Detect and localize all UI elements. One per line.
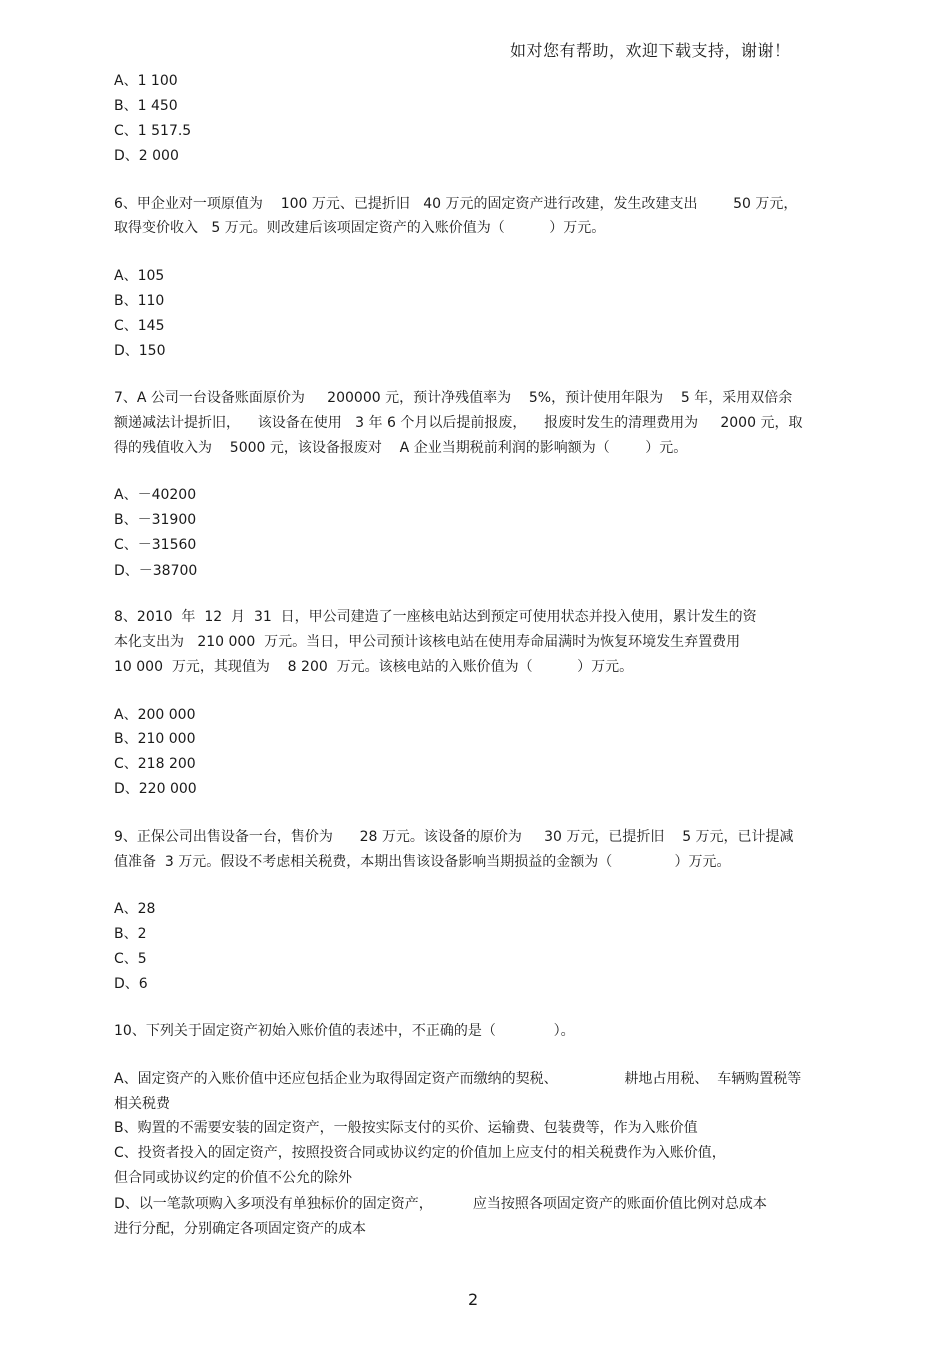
q7-stem-line: 额递减法计提折旧， 该设备在使用 3 年 6 个月以后提前报废， 报废时发生的清理费用为 2000 元，取 xyxy=(114,415,803,431)
page-number: 2 xyxy=(468,1290,479,1309)
q8-option-d: D、220 000 xyxy=(114,781,197,797)
q6-option-c: C、145 xyxy=(114,318,165,334)
q9-stem-line: 9、正保公司出售设备一台，售价为 28 万元。该设备的原价为 30 万元，已提折旧 5 万元，已计提减 xyxy=(114,829,794,845)
q9-stem-line: 值准备 3 万元。假设不考虑相关税费，本期出售该设备影响当期损益的金额为（ ）万元。 xyxy=(114,854,731,870)
q9-option-b: B、2 xyxy=(114,926,147,942)
q10-option-a: A、固定资产的入账价值中还应包括企业为取得固定资产而缴纳的契税、 耕地占用税、 车辆购置税等 xyxy=(114,1071,802,1087)
q8-option-c: C、218 200 xyxy=(114,756,196,772)
q7-stem-line: 得的残值收入为 5000 元，该设备报废对 A 企业当期税前利润的影响额为（ ）元。 xyxy=(114,440,688,456)
q6-stem-line: 取得变价收入 5 万元。则改建后该项固定资产的入账价值为（ ）万元。 xyxy=(114,220,606,236)
q8-option-a: A、200 000 xyxy=(114,707,196,723)
q6-option-d: D、150 xyxy=(114,343,166,359)
q7-option-a: A、－40200 xyxy=(114,487,197,503)
q10-stem: 10、下列关于固定资产初始入账价值的表述中，不正确的是（ ）。 xyxy=(114,1023,575,1039)
q5-option-c: C、1 517.5 xyxy=(114,123,192,139)
q8-stem-line: 10 000 万元，其现值为 8 200 万元。该核电站的入账价值为（ ）万元。 xyxy=(114,659,634,675)
q7-option-d: D、－38700 xyxy=(114,563,198,579)
q8-option-b: B、210 000 xyxy=(114,731,196,747)
q9-option-c: C、5 xyxy=(114,951,147,967)
q7-option-c: C、－31560 xyxy=(114,537,197,553)
q10-option-c-cont: 但合同或协议约定的价值不公允的除外 xyxy=(114,1170,352,1186)
q7-option-b: B、－31900 xyxy=(114,512,197,528)
q6-option-b: B、110 xyxy=(114,293,165,309)
q8-stem-line: 本化支出为 210 000 万元。当日，甲公司预计该核电站在使用寿命届满时为恢复环境发生弃置费用 xyxy=(114,634,741,650)
q6-option-a: A、105 xyxy=(114,268,165,284)
q9-option-d: D、6 xyxy=(114,976,148,992)
q10-option-c: C、投资者投入的固定资产，按照投资合同或协议约定的价值加上应支付的相关税费作为入账价值， xyxy=(114,1145,726,1161)
q10-option-d: D、以一笔款项购入多项没有单独标价的固定资产， 应当按照各项固定资产的账面价值比例对总成本 xyxy=(114,1196,767,1212)
q7-stem-line: 7、A 公司一台设备账面原价为 200000 元，预计净残值率为 5%，预计使用年限为 5 年，采用双倍余 xyxy=(114,390,793,406)
q6-stem-line: 6、甲企业对一项原值为 100 万元、已提折旧 40 万元的固定资产进行改建，发生改建支出 50 万元， xyxy=(114,196,798,212)
q5-option-d: D、2 000 xyxy=(114,148,179,164)
q5-option-b: B、1 450 xyxy=(114,98,178,114)
q8-stem-line: 8、2010 年 12 月 31 日，甲公司建造了一座核电站达到预定可使用状态并投入使用，累计发生的资 xyxy=(114,609,757,625)
q10-option-d-cont: 进行分配，分别确定各项固定资产的成本 xyxy=(114,1221,366,1237)
q5-option-a: A、1 100 xyxy=(114,73,178,89)
q9-option-a: A、28 xyxy=(114,901,156,917)
q10-option-a-cont: 相关税费 xyxy=(114,1096,170,1112)
page-header: 如对您有帮助，欢迎下载支持，谢谢！ xyxy=(510,41,791,60)
q10-option-b: B、购置的不需要安装的固定资产，一般按实际支付的买价、运输费、包装费等，作为入账价值 xyxy=(114,1120,698,1136)
